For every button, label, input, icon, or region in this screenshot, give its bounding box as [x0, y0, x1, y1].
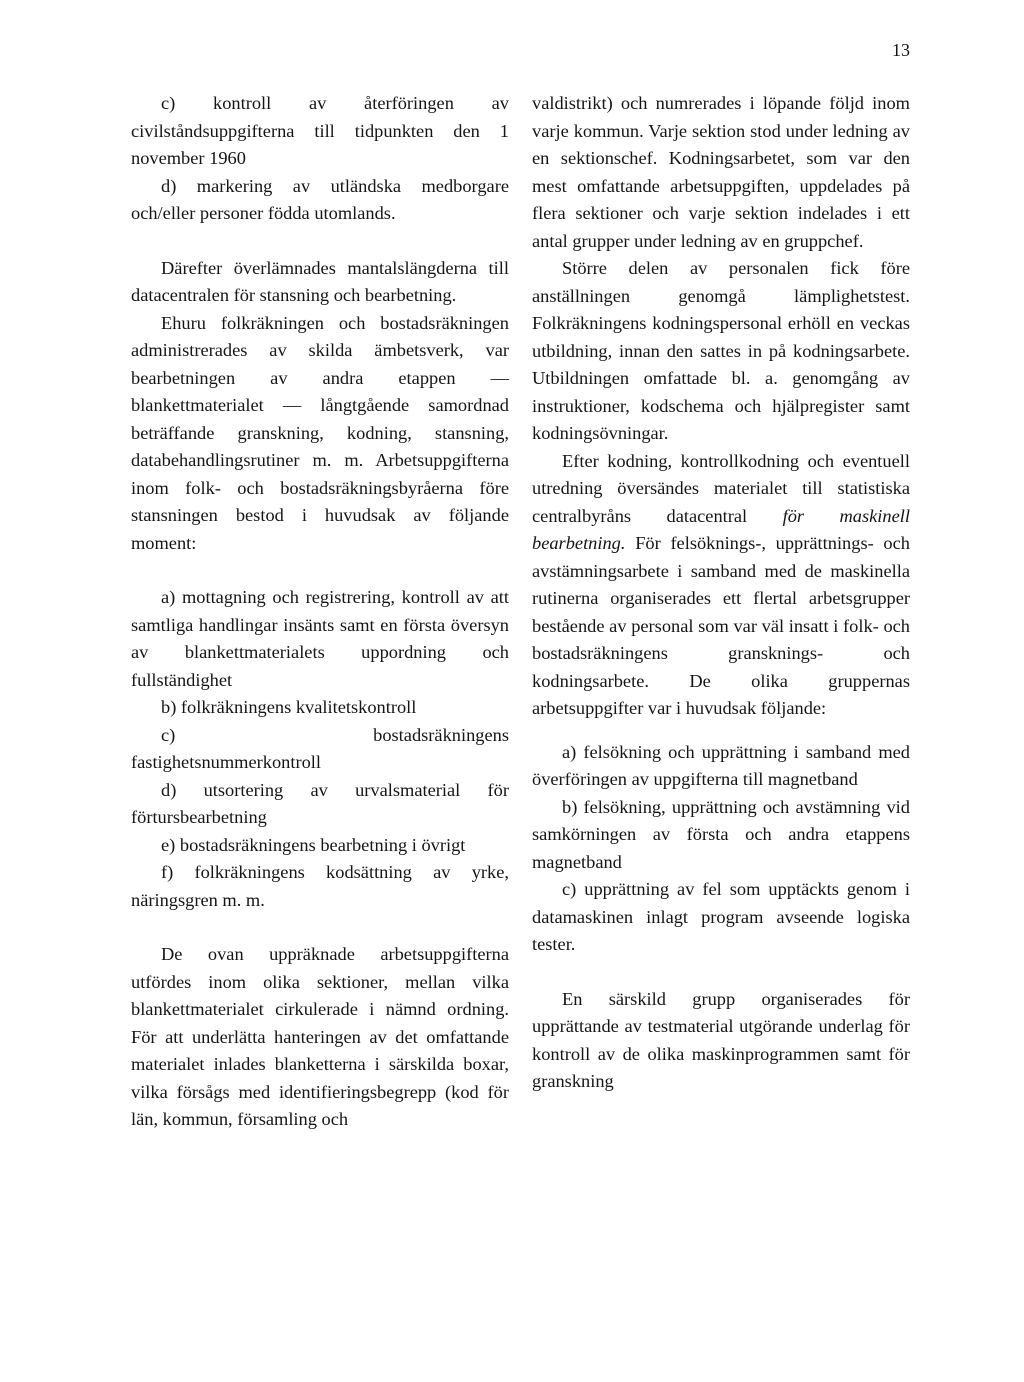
list-item: c) bostadsräkningens fastighetsnummerkontroll	[131, 724, 509, 772]
page-number: 13	[892, 40, 910, 60]
paragraph: valdistrikt) och numrerades i löpande följd inom varje kommun. Varje sektion stod under ledning av en sektionschef. Kodningsarbetet, som var den mest omfattande arbetsuppgiften, uppdelades på flera sektioner och varje sektion indelades i ett antal grupper under ledning av en gruppchef.	[532, 93, 910, 251]
right-column	[532, 90, 910, 1096]
list-item: c) kontroll av återföringen av civilståndsuppgifterna till tidpunkten den 1 november 1960	[131, 93, 509, 168]
paragraph	[532, 448, 910, 723]
list-item: b) folkräkningens kvalitetskontroll	[161, 697, 417, 717]
list-item: b) felsökning, upprättning och avstämning vid samkörningen av första och andra etappens magnetband	[532, 796, 910, 872]
paragraph-text: För felsöknings-, upprättnings- och avstämningsarbete i samband med de maskinella rutinerna organiserades ett flertal arbetsgrupper bestående av personal som var väl insatt i folk- och bostadsräkningens gransknings- och kodningsarbete. De olika gruppernas arbetsuppgifter var i huvudsak följande:	[532, 533, 910, 718]
list-item: a) mottagning och registrering, kontroll av att samtliga handlingar insänts samt en första översyn av blankettmaterialets uppordning och fullständighet	[131, 587, 509, 690]
paragraph: Större delen av personalen fick före anställningen genomgå lämplighetstest. Folkräkningens kodningspersonal erhöll en veckas utbildning, innan den sattes in på kodningsarbete. Utbildningen omfattade bl. a. genomgång av instruktioner, kodschema och hjälpregister samt kodningsövningar.	[532, 258, 910, 443]
paragraph: En särskild grupp organiserades för upprättande av testmaterial utgörande underlag för kontroll av de olika maskinprogrammen samt för granskning	[532, 988, 910, 1091]
list-item: e) bostadsräkningens bearbetning i övrigt	[161, 834, 466, 855]
left-column	[131, 90, 509, 1134]
list-item: a) felsökning och upprättning i samband med överföringen av uppgifterna till magnetband	[532, 741, 910, 789]
paragraph: Därefter överlämnades mantalslängderna till datacentralen för stansning och bearbetning.	[131, 257, 509, 305]
list-item: f) folkräkningens kodsättning av yrke, näringsgren m. m.	[131, 862, 509, 910]
list-item: c) upprättning av fel som upptäckts genom i datamaskinen inlagt program avseende logiska tester.	[532, 879, 910, 954]
emphasis-text: för maskinell bearbetning.	[532, 505, 910, 553]
paragraph-text: Efter kodning, kontrollkodning och eventuell utredning översändes materialet till statistiska centralbyråns datacentral	[532, 450, 910, 526]
paragraph: De ovan uppräknade arbetsuppgifterna utfördes inom olika sektioner, mellan vilka blankettmaterialet cirkulerade i nämnd ordning. För att underlätta hanteringen av det omfattande materialet inlades blanketterna i särskilda boxar, vilka försågs med identifieringsbegrepp (kod för län, kommun, församling och	[131, 944, 509, 1129]
list-item: d) markering av utländska medborgare och/eller personer födda utomlands.	[131, 175, 509, 223]
list-item: d) utsortering av urvalsmaterial för förtursbearbetning	[131, 779, 509, 827]
paragraph: Ehuru folkräkningen och bostadsräkningen administrerades av skilda ämbetsverk, var bearbetningen av andra etappen — blankettmaterialet — långtgående samordnad beträffande granskning, kodning, stansning, databehandlingsrutiner m. m. Arbetsuppgifterna inom folk- och bostadsräkningsbyråerna före stansningen bestod i huvudsak av följande moment:	[131, 312, 509, 553]
